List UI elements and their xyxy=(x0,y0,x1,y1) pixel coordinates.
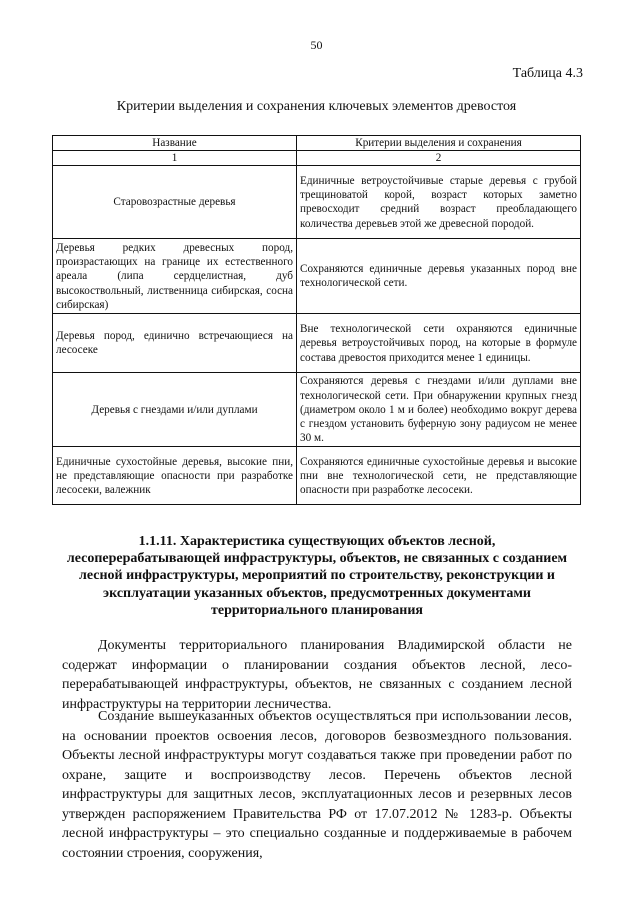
row-name: Единичные сухостойные деревья, высокие пни, не представляющие опасности при разработке лесосеки, валежник xyxy=(53,447,297,505)
row-name: Деревья редких древесных пород, произрастающих на границе их естественного ареала (липа сердцелистная, дуб высокоствольный, лиственница сибирская, сосна сибирская) xyxy=(53,239,297,314)
table-header-row xyxy=(53,136,581,151)
table-row xyxy=(53,447,581,505)
page-number: 50 xyxy=(310,38,323,52)
table-title: Критерии выделения и сохранения ключевых элементов древостоя xyxy=(116,99,517,114)
header-name: Название xyxy=(53,136,297,151)
table-row xyxy=(53,373,581,447)
table-row xyxy=(53,166,581,239)
table-row xyxy=(53,239,581,314)
column-number-row xyxy=(53,151,581,166)
row-criteria: Сохраняются единичные деревья указанных пород вне технологической сети. xyxy=(297,239,581,314)
criteria-table xyxy=(52,135,581,505)
row-name: Деревья с гнездами и/или дуплами xyxy=(53,373,297,447)
row-name: Старовозрастные деревья xyxy=(53,166,297,239)
row-criteria: Сохраняются деревья с гнездами и/или дуплами вне технологической сети. При обнаружении крупных гнезд (диаметром около 1 м и более) необходимо вокруг дерева с гнездом установить буферную зону радиусом не менее 30 м. xyxy=(297,373,581,447)
row-criteria: Вне технологической сети охраняются единичные деревья ветроустойчивых пород, на которые в формуле состава древостоя приходится менее 1 единицы. xyxy=(297,314,581,373)
row-criteria: Сохраняются единичные сухостойные деревья и высокие пни вне технологической сети, не представляющие опасности при разработке лесосеки. xyxy=(297,447,581,505)
table-row xyxy=(53,314,581,373)
section-heading: 1.1.11. Характеристика существующих объектов лесной, лесоперерабатывающей инфраструктуры, объектов, не связанных с созданием лесной инфраструктуры, мероприятий по строительству, реконструкции и эксплуатации указанных объектов, предусмотренных документами территориального планирования xyxy=(66,534,568,618)
body-paragraph: Документы территориального планирования Владимирской области не содержат информации о планировании создания объектов лесной, лесо-перерабатывающей инфраструктуры, объектов, не связанных с созданием лесной инфраструктуры на территории лесничества. xyxy=(62,638,572,712)
header-criteria: Критерии выделения и сохранения xyxy=(297,136,581,151)
table-label: Таблица 4.3 xyxy=(512,66,583,81)
row-criteria: Единичные ветроустойчивые старые деревья с грубой трещиноватой корой, возраст которых заметно превосходит средний возраст преобладающего количества деревьев этой же древесной породой. xyxy=(297,166,581,239)
column-number-1: 1 xyxy=(53,151,297,166)
column-number-2: 2 xyxy=(297,151,581,166)
row-name: Деревья пород, единично встречающиеся на лесосеке xyxy=(53,314,297,373)
body-paragraph: Создание вышеуказанных объектов осуществляться при использовании лесов, на основании проектов освоения лесов, договоров безвозмездного пользования. Объекты лесной инфраструктуры могут создаваться также при проведении работ по охране, защите и воспроизводству лесов. Перечень объектов лесной инфраструктуры для защитных лесов, эксплуатационных лесов и резервных лесов утвержден распоряжением Правительства РФ от 17.07.2012 № 1283-р. Объекты лесной инфраструктуры – это специально созданные и поддерживаемые в рабочем состоянии строения, сооружения, xyxy=(62,709,572,861)
